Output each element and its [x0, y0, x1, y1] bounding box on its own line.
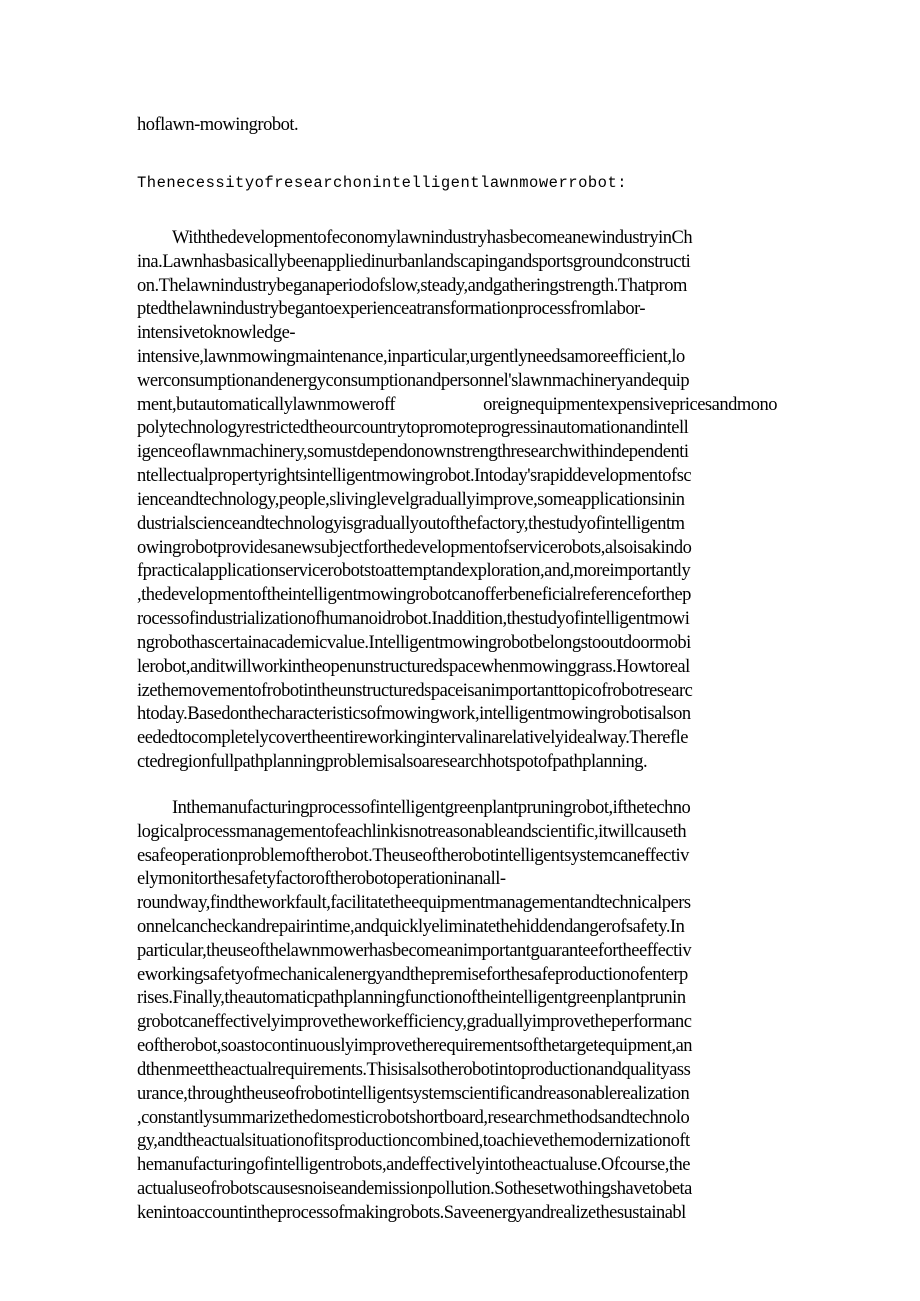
paragraph-line: eoftherobot,soastocontinuouslyimprovetherequirementsofthetargetequipment,an: [137, 1036, 693, 1056]
paragraph-line: ment,butautomaticallylawnmoweroff oreignequipmentexpensivepricesandmono: [137, 395, 777, 415]
paragraph-line: elymonitorthesafetyfactoroftherobotoperationinanall-: [137, 869, 506, 889]
paragraph-line: esafeoperationproblemoftherobot.Theuseoftherobotintelligentsystemcaneffectiv: [137, 846, 689, 866]
paragraph-line: ienceandtechnology,people,slivinglevelgraduallyimprove,someapplicationsinin: [137, 490, 685, 510]
paragraph-line: intensivetoknowledge-: [137, 323, 296, 343]
paragraph-line: ina.Lawnhasbasicallybeenappliedinurbanlandscapingandsportsgroundconstructi: [137, 252, 691, 272]
paragraph-line: ,thedevelopmentoftheintelligentmowingrobotcanofferbeneficialreferenceforthep: [137, 585, 691, 605]
paragraph-line: igenceoflawnmachinery,somustdependonownstrengthresearchwithindependenti: [137, 442, 689, 462]
paragraph-line: intensive,lawnmowingmaintenance,inparticular,urgentlyneedsamoreefficient,lo: [137, 347, 685, 367]
paragraph-line: rises.Finally,theautomaticpathplanningfunctionoftheintelligentgreenplantprunin: [137, 988, 686, 1008]
paragraph-line: polytechnologyrestrictedtheourcountrytopromoteprogressinautomationandintell: [137, 418, 689, 438]
paragraph-line: htoday.Basedonthecharacteristicsofmowingwork,intelligentmowingrobotisalson: [137, 704, 691, 724]
paragraph-line: kenintoaccountintheprocessofmakingrobots.Saveenergyandrealizethesustainabl: [137, 1203, 686, 1223]
paragraph-line: hemanufacturingofintelligentrobots,andeffectivelyintotheactualuse.Ofcourse,the: [137, 1155, 690, 1175]
intro-tail-line: hoflawn-mowingrobot.: [137, 115, 299, 135]
paragraph-line: owingrobotprovidesanewsubjectforthedevelopmentofservicerobots,alsoisakindo: [137, 538, 692, 558]
paragraph-line: Inthemanufacturingprocessofintelligentgreenplantpruningrobot,ifthetechno: [172, 798, 691, 818]
paragraph-line: WiththedevelopmentofeconomylawnindustryhasbecomeanewindustryinCh: [172, 228, 693, 248]
paragraph-line: eworkingsafetyofmechanicalenergyandthepremiseforthesafeproductionofenterp: [137, 965, 688, 985]
paragraph-line: grobotcaneffectivelyimprovetheworkefficiency,graduallyimprovetheperformanc: [137, 1012, 692, 1032]
paragraph-line: dustrialscienceandtechnologyisgraduallyoutofthefactory,thestudyofintelligentm: [137, 514, 685, 534]
paragraph-line: eededtocompletelycovertheentireworkingintervalinarelativelyidealway.Therefle: [137, 728, 688, 748]
paragraph-line: logicalprocessmanagementofeachlinkisnotreasonableandscientific,itwillcauseth: [137, 822, 687, 842]
paragraph-line: onnelcancheckandrepairintime,andquicklyeliminatethehiddendangerofsafety.In: [137, 917, 685, 937]
paragraph-line: gy,andtheactualsituationofitsproductioncombined,toachievethemodernizationoft: [137, 1131, 690, 1151]
paragraph-line: dthenmeettheactualrequirements.Thisisalsotherobotintoproductionandqualityass: [137, 1060, 691, 1080]
paragraph-line: particular,theuseofthelawnmowerhasbecomeanimportantguaranteefortheeffectiv: [137, 941, 692, 961]
paragraph-line: izethemovementofrobotintheunstructuredspaceisanimportanttopicofrobotresearc: [137, 681, 693, 701]
paragraph-line: fpracticalapplicationservicerobotstoattemptandexploration,and,moreimportantly: [137, 561, 691, 581]
paragraph-line: on.Thelawnindustrybeganaperiodofslow,steady,andgatheringstrength.Thatprom: [137, 276, 687, 296]
paragraph-line: ptedthelawnindustrybegantoexperienceatransformationprocessfromlabor-: [137, 299, 646, 319]
paragraph-line: lerobot,anditwillworkintheopenunstructuredspacewhenmowinggrass.Howtoreal: [137, 657, 690, 677]
paragraph-line: ctedregionfullpathplanningproblemisalsoaresearchhotspotofpathplanning.: [137, 752, 648, 772]
paragraph-line: actualuseofrobotscausesnoiseandemissionpollution.Sothesetwothingshavetobeta: [137, 1179, 692, 1199]
paragraph-line: urance,throughtheuseofrobotintelligentsystemscientificandreasonablerealization: [137, 1084, 690, 1104]
paragraph-line: ntellectualpropertyrightsintelligentmowingrobot.Intoday'srapiddevelopmentofsc: [137, 466, 692, 486]
section-heading: Thenecessityofresearchonintelligentlawnmowerrobot:: [137, 174, 628, 192]
paragraph-line: roundway,findtheworkfault,facilitatetheequipmentmanagementandtechnicalpers: [137, 893, 691, 913]
paragraph-line: ngrobothascertainacademicvalue.Intelligentmowingrobotbelongstooutdoormobi: [137, 633, 691, 653]
paragraph-line: ,constantlysummarizethedomesticrobotshortboard,researchmethodsandtechnolo: [137, 1108, 690, 1128]
paragraph-line: werconsumptionandenergyconsumptionandpersonnel'slawnmachineryandequip: [137, 371, 690, 391]
paragraph-line: rocessofindustrializationofhumanoidrobot.Inaddition,thestudyofintelligentmowi: [137, 609, 690, 629]
